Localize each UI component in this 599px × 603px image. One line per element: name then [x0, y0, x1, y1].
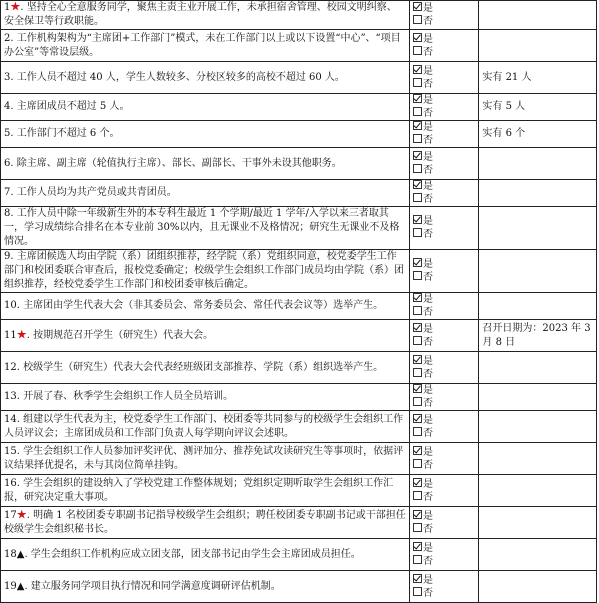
checked-box-icon[interactable] [413, 446, 422, 455]
note-cell [479, 148, 597, 180]
option-no-label: 否 [423, 427, 434, 439]
option-no-label: 否 [423, 135, 434, 146]
triangle-marker: ▲ [16, 580, 25, 592]
option-no[interactable] [413, 523, 475, 536]
item-number: 4 [4, 101, 11, 112]
option-yes[interactable] [413, 574, 475, 587]
checkbox-icon[interactable] [413, 107, 422, 116]
checked-box-icon[interactable] [413, 414, 422, 423]
answer-cell [410, 62, 479, 94]
checked-box-icon[interactable] [413, 33, 422, 42]
item-number: 3 [4, 71, 11, 83]
option-yes-label: 是 [423, 323, 434, 335]
option-no[interactable] [413, 78, 475, 91]
item-text: . 开展了春、秋季学生会组织工作人员全员培训。 [16, 391, 234, 402]
note-text: 实有 5 人 [482, 101, 526, 112]
item-number: 8 [4, 208, 11, 219]
item-text: . 主席团由学生代表大会（非其委员会、常务委员会、常任代表会议等）选举产生。 [16, 300, 384, 311]
item-text-cell [1, 384, 410, 411]
option-yes[interactable] [413, 542, 475, 555]
star-marker: ★ [16, 329, 27, 341]
answer-cell [410, 121, 479, 148]
option-yes-label: 是 [423, 181, 434, 192]
checked-box-icon[interactable] [413, 293, 422, 302]
note-cell [479, 62, 597, 94]
note-cell [479, 352, 597, 384]
option-no-label: 否 [423, 491, 434, 503]
option-yes[interactable] [413, 293, 475, 306]
checked-box-icon[interactable] [413, 323, 422, 332]
checklist-row [1, 62, 597, 94]
note-cell [479, 507, 597, 539]
checkbox-icon[interactable] [413, 15, 422, 24]
checklist-row [1, 293, 597, 320]
option-no-label: 否 [423, 307, 434, 318]
option-no[interactable] [413, 397, 475, 410]
checkbox-icon[interactable] [413, 368, 422, 377]
note-cell [479, 384, 597, 411]
item-text-cell [1, 180, 410, 207]
item-number: 5 [4, 128, 11, 139]
checked-box-icon[interactable] [413, 478, 422, 487]
checklist-row [1, 507, 597, 539]
option-no-label: 否 [423, 336, 434, 348]
option-no[interactable] [413, 46, 475, 59]
checkbox-icon[interactable] [413, 523, 422, 532]
checkbox-icon[interactable] [413, 306, 422, 315]
item-text-cell [1, 571, 410, 603]
item-text: . 按期规范召开学生（研究生）代表大会。 [26, 329, 214, 341]
checkbox-icon[interactable] [413, 587, 422, 596]
answer-cell [410, 94, 479, 121]
checked-box-icon[interactable] [413, 355, 422, 364]
checklist-row [1, 443, 597, 475]
checkbox-icon[interactable] [413, 427, 422, 436]
checkbox-icon[interactable] [413, 555, 422, 564]
option-no[interactable] [413, 427, 475, 440]
option-yes[interactable] [413, 121, 475, 134]
option-yes[interactable] [413, 215, 475, 228]
option-no-label: 否 [423, 587, 434, 599]
option-yes-label: 是 [423, 95, 434, 106]
checklist-row [1, 148, 597, 180]
option-no-label: 否 [423, 459, 434, 471]
item-number: 9 [4, 251, 11, 262]
note-cell [479, 30, 597, 62]
answer-cell [410, 571, 479, 603]
item-text: . 组建以学生代表为主，校党委学生工作部门、校团委等共同参与的校级学生会组织工作人员评议会；主席团成员和工作部门负责人每学期向评议会述职。 [4, 413, 404, 439]
option-yes[interactable] [413, 414, 475, 427]
option-yes[interactable] [413, 323, 475, 336]
option-no-label: 否 [423, 16, 434, 27]
checklist-row [1, 121, 597, 148]
checkbox-icon[interactable] [413, 491, 422, 500]
option-yes-label: 是 [423, 355, 434, 367]
option-yes-label: 是 [423, 385, 434, 396]
note-cell [479, 1, 597, 30]
checklist-row [1, 94, 597, 121]
note-text: 实有 6 个 [482, 128, 526, 139]
option-yes-label: 是 [423, 542, 434, 554]
item-number: 15 [4, 445, 17, 457]
option-no[interactable] [413, 587, 475, 600]
note-text: 实有 21 人 [482, 71, 532, 83]
checklist-row [1, 539, 597, 571]
checked-box-icon[interactable] [413, 121, 422, 130]
item-number: 1 [4, 2, 11, 13]
item-text-cell [1, 30, 410, 62]
option-no-label: 否 [423, 78, 434, 90]
option-yes[interactable] [413, 151, 475, 164]
option-no[interactable] [413, 107, 475, 120]
checkbox-icon[interactable] [413, 46, 422, 55]
option-yes-label: 是 [423, 259, 434, 270]
option-yes[interactable] [413, 2, 475, 15]
option-yes-label: 是 [423, 33, 434, 45]
star-marker: ★ [10, 2, 21, 13]
option-yes[interactable] [413, 384, 475, 397]
triangle-marker: ▲ [16, 548, 25, 560]
item-text: . 工作人员均为共产党员或共青团员。 [10, 187, 177, 198]
option-no-label: 否 [423, 229, 434, 240]
option-yes[interactable] [413, 478, 475, 491]
answer-cell [410, 293, 479, 320]
option-yes-label: 是 [423, 3, 434, 14]
item-text-cell [1, 1, 410, 30]
item-text-cell [1, 148, 410, 180]
item-text: . 主席团候选人均由学院（系）团组织推荐，经学院（系）党组织同意，校党委学生工作部门和校团委联合审查后，报校党委确定；校级学生会组织工作部门成员均由学院（系）团组织推荐，经校党委学生工作部门和校团委审核后确定。 [4, 251, 404, 290]
item-number: 14 [4, 413, 17, 425]
option-no[interactable] [413, 491, 475, 504]
note-cell [479, 443, 597, 475]
option-no[interactable] [413, 306, 475, 319]
item-number: 16 [4, 477, 17, 489]
option-yes-label: 是 [423, 446, 434, 458]
item-text: . 坚持全心全意服务同学，聚焦主责主业开展工作，未承担宿舍管理、校园文明纠察、安全保卫等行政职能。 [4, 2, 397, 27]
checklist-row [1, 411, 597, 443]
item-number: 10 [4, 300, 17, 311]
item-text: . 工作机构架构为“主席团+工作部门”模式，未在工作部门以上或以下设置“中心”、“项目办公室”等常设层级。 [4, 32, 401, 58]
option-yes-label: 是 [423, 65, 434, 77]
answer-cell [410, 411, 479, 443]
checked-box-icon[interactable] [413, 215, 422, 224]
note-text: 召开日期为：2023 年 3 月 8 日 [482, 322, 591, 348]
option-no-label: 否 [423, 164, 434, 176]
checklist-row [1, 180, 597, 207]
checklist-row [1, 1, 597, 30]
item-number: 19 [4, 580, 17, 592]
item-text: . 工作部门不超过 6 个。 [10, 128, 120, 139]
option-yes-label: 是 [423, 414, 434, 426]
note-cell [479, 475, 597, 507]
item-text: . 学生会组织工作人员参加评奖评优、测评加分、推荐免试攻读研究生等事项时，依据评议结果择优提名，未与其岗位简单挂钩。 [4, 445, 404, 471]
checked-box-icon[interactable] [413, 574, 422, 583]
item-text: . 学生会组织的建设纳入了学校党建工作整体规划；党组织定期听取学生会组织工作汇报，研究决定重大事项。 [4, 477, 394, 503]
note-cell [479, 293, 597, 320]
checkbox-icon[interactable] [413, 134, 422, 143]
item-text-cell [1, 62, 410, 94]
checked-box-icon[interactable] [413, 65, 422, 74]
item-text-cell [1, 507, 410, 539]
option-yes-label: 是 [423, 574, 434, 586]
note-cell [479, 94, 597, 121]
answer-cell [410, 539, 479, 571]
item-number: 12 [4, 361, 17, 373]
checked-box-icon[interactable] [413, 510, 422, 519]
note-cell [479, 180, 597, 207]
checked-box-icon[interactable] [413, 94, 422, 103]
item-text: . 工作人员不超过 40 人，学生人数较多、分校区较多的高校不超过 60 人。 [10, 71, 345, 83]
checked-box-icon[interactable] [413, 180, 422, 189]
item-text-cell [1, 293, 410, 320]
note-cell [479, 207, 597, 250]
answer-cell [410, 30, 479, 62]
option-yes-label: 是 [423, 510, 434, 522]
answer-cell [410, 148, 479, 180]
answer-cell [410, 207, 479, 250]
option-no[interactable] [413, 15, 475, 28]
item-text-cell [1, 411, 410, 443]
option-no-label: 否 [423, 555, 434, 567]
option-no[interactable] [413, 134, 475, 147]
option-no-label: 否 [423, 398, 434, 409]
answer-cell [410, 384, 479, 411]
item-text-cell [1, 352, 410, 384]
item-number: 2 [4, 32, 11, 44]
option-no-label: 否 [423, 523, 434, 535]
option-yes-label: 是 [423, 216, 434, 227]
checked-box-icon[interactable] [413, 151, 422, 160]
answer-cell [410, 507, 479, 539]
item-text-cell [1, 539, 410, 571]
option-no[interactable] [413, 164, 475, 177]
item-text-cell [1, 207, 410, 250]
answer-cell [410, 250, 479, 293]
option-no-label: 否 [423, 108, 434, 119]
note-cell [479, 320, 597, 352]
checked-box-icon[interactable] [413, 384, 422, 393]
note-cell [479, 411, 597, 443]
checkbox-icon[interactable] [413, 164, 422, 173]
checklist-row [1, 320, 597, 352]
checkbox-icon[interactable] [413, 193, 422, 202]
note-cell [479, 250, 597, 293]
checked-box-icon[interactable] [413, 2, 422, 11]
item-text-cell [1, 475, 410, 507]
answer-cell [410, 1, 479, 30]
checkbox-icon[interactable] [413, 459, 422, 468]
checkbox-icon[interactable] [413, 228, 422, 237]
item-number: 17 [4, 509, 17, 521]
checked-box-icon[interactable] [413, 258, 422, 267]
option-yes-label: 是 [423, 122, 434, 133]
option-yes[interactable] [413, 355, 475, 368]
checkbox-icon[interactable] [413, 397, 422, 406]
item-number: 6 [4, 157, 11, 169]
answer-cell [410, 320, 479, 352]
item-text: . 学生会组织工作机构应成立团支部，团支部书记由学生会主席团成员担任。 [24, 548, 361, 560]
note-cell [479, 539, 597, 571]
checklist-row [1, 571, 597, 603]
checklist-row [1, 384, 597, 411]
answer-cell [410, 352, 479, 384]
option-yes-label: 是 [423, 151, 434, 163]
option-yes[interactable] [413, 180, 475, 193]
item-text: . 工作人员中除一年级新生外的本专科生最近 1 个学期/最近 1 学年/入学以来三者取其一，学习成绩综合排名在本专业前 30%以内，且无课业不及格情况；研究生无课业不及格情况。 [4, 208, 400, 247]
checklist-row [1, 30, 597, 62]
item-text: . 明确 1 名校团委专职副书记指导校级学生会组织；聘任校团委专职副书记或干部担任校级学生会组织秘书长。 [4, 509, 406, 535]
item-number: 18 [4, 548, 17, 560]
answer-cell [410, 180, 479, 207]
checkbox-icon[interactable] [413, 271, 422, 280]
item-text: . 校级学生（研究生）代表大会代表经班级团支部推荐、学院（系）组织选举产生。 [16, 361, 384, 373]
note-cell [479, 571, 597, 603]
option-no[interactable] [413, 555, 475, 568]
option-no[interactable] [413, 271, 475, 284]
checkbox-icon[interactable] [413, 336, 422, 345]
checklist-row [1, 250, 597, 293]
option-yes-label: 是 [423, 478, 434, 490]
checklist-row [1, 207, 597, 250]
option-yes-label: 是 [423, 294, 434, 305]
item-text-cell [1, 443, 410, 475]
checklist-body [1, 1, 597, 603]
item-number: 7 [4, 187, 11, 198]
option-yes[interactable] [413, 65, 475, 78]
item-text-cell [1, 94, 410, 121]
item-text-cell [1, 250, 410, 293]
star-marker: ★ [16, 509, 27, 521]
option-yes[interactable] [413, 510, 475, 523]
item-text: . 除主席、副主席（轮值执行主席）、部长、副部长、干事外未设其他职务。 [10, 157, 342, 169]
option-yes[interactable] [413, 258, 475, 271]
answer-cell [410, 475, 479, 507]
item-text-cell [1, 121, 410, 148]
checked-box-icon[interactable] [413, 542, 422, 551]
option-no-label: 否 [423, 272, 434, 283]
option-no[interactable] [413, 368, 475, 381]
option-no-label: 否 [423, 368, 434, 380]
item-text-cell [1, 320, 410, 352]
option-no-label: 否 [423, 46, 434, 58]
item-number: 11 [4, 329, 17, 341]
option-no[interactable] [413, 336, 475, 349]
option-no[interactable] [413, 193, 475, 206]
option-no-label: 否 [423, 194, 434, 205]
item-text: . 建立服务同学项目执行情况和同学满意度调研评估机制。 [24, 580, 281, 592]
option-yes[interactable] [413, 446, 475, 459]
option-yes[interactable] [413, 33, 475, 46]
checklist-row [1, 352, 597, 384]
note-cell [479, 121, 597, 148]
checklist-row [1, 475, 597, 507]
item-number: 13 [4, 391, 17, 402]
item-text: . 主席团成员不超过 5 人。 [10, 101, 130, 112]
option-yes[interactable] [413, 94, 475, 107]
option-no[interactable] [413, 459, 475, 472]
checkbox-icon[interactable] [413, 78, 422, 87]
answer-cell [410, 443, 479, 475]
option-no[interactable] [413, 228, 475, 241]
